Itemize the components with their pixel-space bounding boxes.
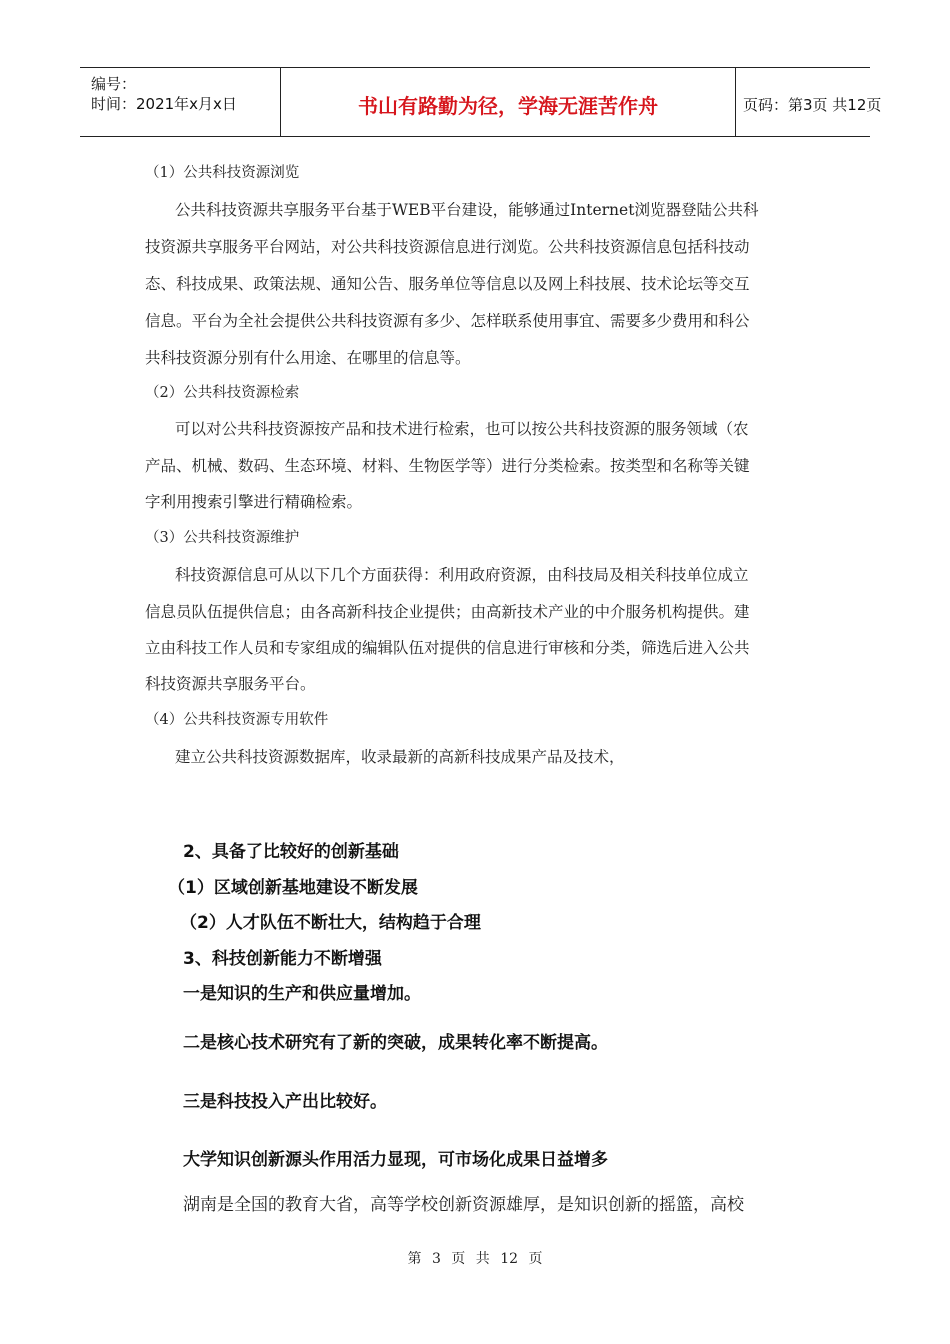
- bold-heading: 三是科技投入产出比较好。: [183, 1092, 387, 1112]
- section-1-line: 共科技资源分别有什么用途、在哪里的信息等。: [145, 349, 471, 367]
- section-1-line: 态、科技成果、政策法规、通知公告、服务单位等信息以及网上科技展、技术论坛等交互: [145, 275, 750, 293]
- page-footer: 第 3 页 共 12 页: [407, 1251, 543, 1267]
- section-1-line: 技资源共享服务平台网站，对公共科技资源信息进行浏览。公共科技资源信息包括科技动: [145, 238, 750, 256]
- section-2-line: 可以对公共科技资源按产品和技术进行检索，也可以按公共科技资源的服务领域（农: [175, 420, 749, 438]
- header-meta-cell: [80, 68, 280, 136]
- paragraph-line: 湖南是全国的教育大省，高等学校创新资源雄厚，是知识创新的摇篮，高校: [183, 1195, 744, 1215]
- section-3-line: 信息员队伍提供信息；由各高新科技企业提供；由高新技术产业的中介服务机构提供。建: [145, 603, 750, 621]
- bold-heading: 2、具备了比较好的创新基础: [183, 842, 399, 862]
- bold-heading: 大学知识创新源头作用活力显现，可市场化成果日益增多: [183, 1150, 608, 1170]
- header-motto-cell: [280, 68, 736, 136]
- section-2-line: 字利用搜索引擎进行精确检索。: [145, 493, 363, 511]
- bold-heading: （1）区域创新基地建设不断发展: [168, 878, 418, 898]
- section-1-heading: （1）公共科技资源浏览: [145, 165, 300, 181]
- section-3-line: 科技资源信息可从以下几个方面获得：利用政府资源，由科技局及相关科技单位成立: [175, 566, 749, 584]
- document-header: [80, 67, 882, 137]
- bold-heading: 一是知识的生产和供应量增加。: [183, 984, 421, 1004]
- section-3-heading: （3）公共科技资源维护: [145, 530, 300, 546]
- section-4-heading: （4）公共科技资源专用软件: [145, 712, 329, 728]
- doc-code-label: 编号：: [91, 75, 137, 93]
- bold-heading: （2）人才队伍不断壮大，结构趋于合理: [180, 913, 481, 933]
- bold-heading: 3、科技创新能力不断增强: [183, 949, 382, 969]
- section-1-line: 公共科技资源共享服务平台基于WEB平台建设，能够通过Internet浏览器登陆公共科: [175, 201, 759, 219]
- section-3-line: 科技资源共享服务平台。: [145, 675, 316, 693]
- section-3-line: 立由科技工作人员和专家组成的编辑队伍对提供的信息进行审核和分类，筛选后进入公共: [145, 639, 750, 657]
- section-2-heading: （2）公共科技资源检索: [145, 385, 300, 401]
- header-motto: 书山有路勤为径，学海无涯苦作舟: [358, 94, 658, 118]
- header-page-number: 页码：第3页 共12页: [743, 96, 882, 114]
- bold-heading: 二是核心技术研究有了新的突破，成果转化率不断提高。: [183, 1033, 608, 1053]
- doc-date-label: 时间：2021年x月x日: [91, 95, 237, 113]
- header-page-cell: [735, 68, 882, 136]
- section-2-line: 产品、机械、数码、生态环境、材料、生物医学等）进行分类检索。按类型和名称等关键: [145, 457, 750, 475]
- section-4-line: 建立公共科技资源数据库，收录最新的高新科技成果产品及技术，: [175, 748, 625, 766]
- section-1-line: 信息。平台为全社会提供公共科技资源有多少、怎样联系使用事宜、需要多少费用和科公: [145, 312, 750, 330]
